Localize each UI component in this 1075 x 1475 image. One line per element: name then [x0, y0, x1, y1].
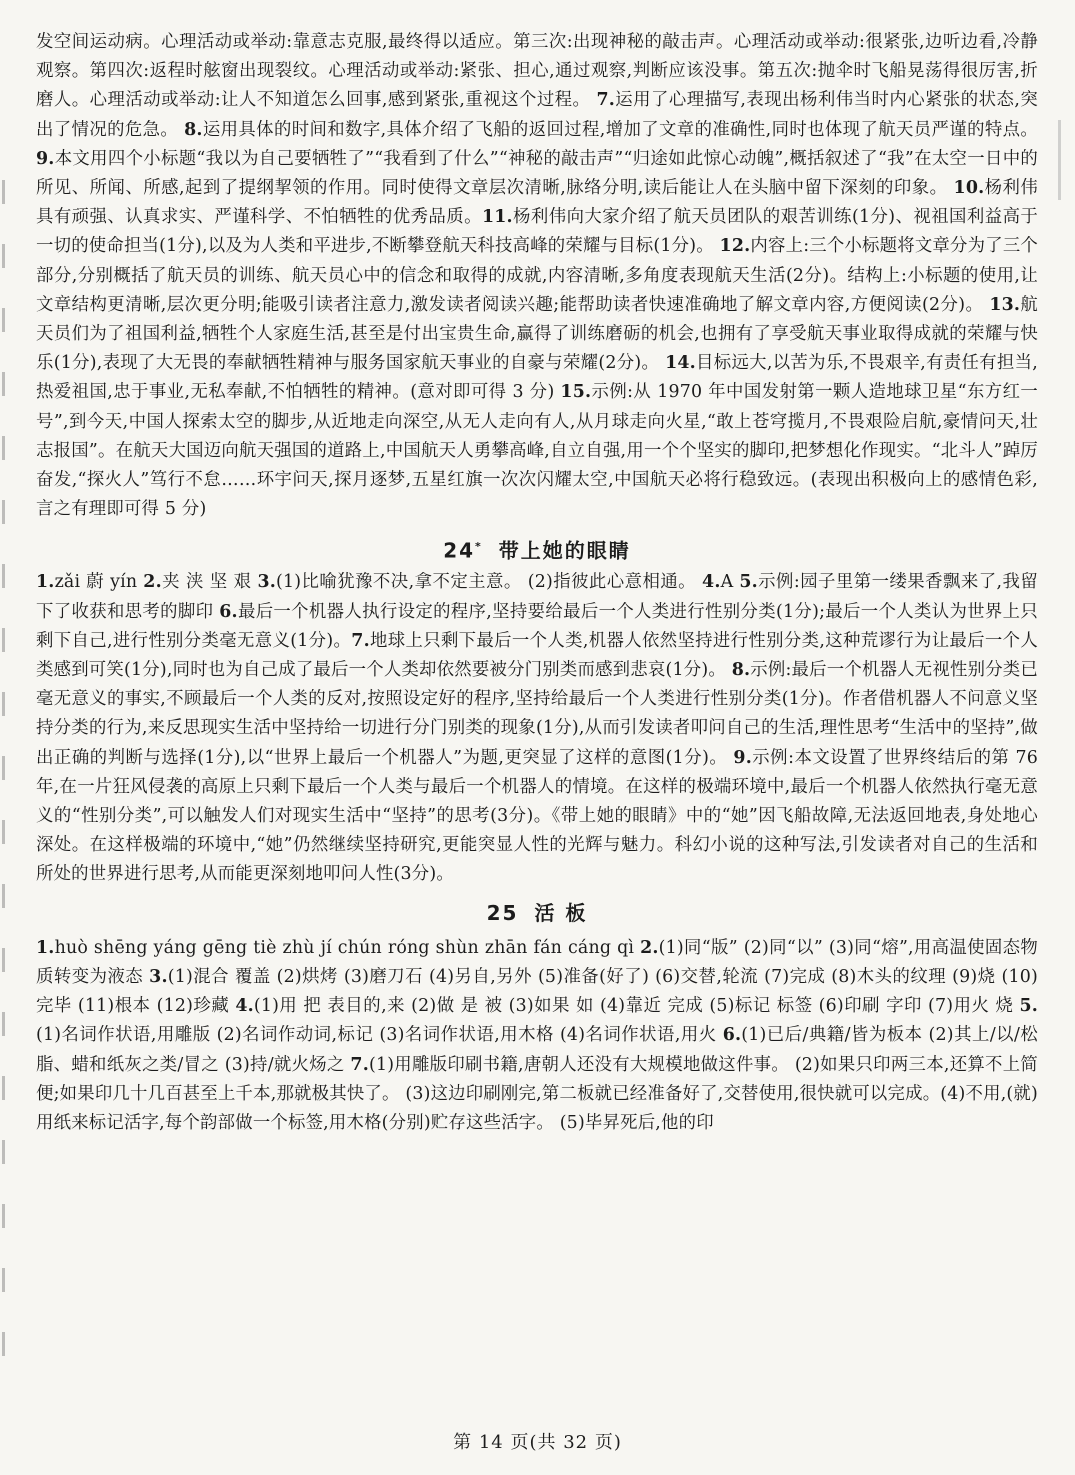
answer-block-24: [36, 568, 1038, 889]
answer-text: (1)同“版” (2)同“以” (3)同“熔”,用高温使固态物质转变为液态: [36, 937, 1039, 987]
answer-text: 示例:从 1970 年中国发射第一颗人造地球卫星“东方红一号”,到今天,中国人探索太空的脚步,从近地走向深空,从无人走向有人,从月球走向火星,“敢上苍穹揽月,不畏艰险启航,豪情问天,壮志报国”。在航天大国迈向航天强国的道路上,中国航天人勇攀高峰,自立自强,用一个个坚实的脚印,把梦想化作现实。“北斗人”踔厉奋发,“探火人”笃行不怠……环宇问天,探月逐梦,五星红旗一次次闪耀太空,中国航天必将行稳致远。(表现出积极向上的感情色彩,言之有理即可得 5 分): [36, 382, 1038, 520]
question-number: 13.: [989, 294, 1021, 315]
section-title: 活 板: [534, 900, 588, 925]
section-number: 24: [443, 539, 476, 564]
answer-block-25: [36, 934, 1038, 1138]
answer-text: A: [720, 572, 740, 593]
question-number: 6.: [722, 1025, 742, 1046]
question-number: 2.: [143, 572, 162, 593]
question-number: 12.: [719, 236, 751, 257]
binding-margin-bleed: [2, 180, 12, 1440]
answer-paragraph: [36, 934, 1038, 1138]
answer-text: 示例:最后一个机器人无视性别分类已毫无意义的事实,不顾最后一个人类的反对,按照设定好的程序,坚持给最后一个人类进行性别分类(1分)。作者借机器人不问意义坚持分类的行为,来反思现实生活中坚持给一切进行分门别类的现象(1分),从而引发读者叩问自己的生活,理性思考“生活中的坚持”,做出正确的判断与选择(1分),以“世界上最后一个机器人”为题,更突显了这样的意图(1分)。: [36, 660, 1038, 768]
question-number: 11.: [481, 207, 513, 228]
section-heading-25: [36, 894, 1038, 932]
question-number: 1.: [36, 937, 55, 958]
answer-text: 杨利伟具有顽强、认真求实、严谨科学、不怕牺牲的优秀品质。: [36, 178, 1039, 228]
answer-text: 目标远大,以苦为乐,不畏艰辛,有责任有担当,热爱祖国,忠于事业,无私奉献,不怕牺牲的精神。(意对即可得 3 分): [36, 353, 1039, 403]
answer-text: (1)用 把 表目的,来 (2)做 是 被 (3)如果 如 (4)靠近 完成 (5)标记 标签 (6)印刷 字印 (7)用火 烧: [253, 996, 1020, 1017]
question-number: 5.: [1019, 996, 1038, 1017]
answer-text: 内容上:三个小标题将文章分为了三个部分,分别概括了航天员的训练、航天员心中的信念和取得的成就,内容清晰,多角度表现航天生活(2分)。结构上:小标题的使用,让文章结构更清晰,层次更分明;能吸引读者注意力,激发读者阅读兴趣;能帮助读者快速准确地了解文章内容,方便阅读(2分)。: [36, 236, 1039, 315]
answer-text: (1)用雕版印刷书籍,唐朝人还没有大规模地做这件事。 (2)如果只印两三本,还算不上简便;如果印几十几百甚至上千本,那就极其快了。 (3)这边印刷刚完,第二板就已经准备好了,交替使用,很快就可以完成。(4)不用,(就)用纸来标记活字,每个韵部做一个标签,用木格(分别)贮存这些活字。 (5)毕昇死后,他的印: [36, 1054, 1038, 1133]
answer-text: 示例:园子里第一缕果香飘来了,我留下了收获和思考的脚印: [36, 572, 1038, 622]
answer-text: (1)比喻犹豫不决,拿不定主意。 (2)指彼此心意相通。: [276, 572, 703, 593]
answer-text: 发空间运动病。心理活动或举动:靠意志克服,最终得以适应。第三次:出现神秘的敲击声。心理活动或举动:很紧张,边听边看,冷静观察。第四次:返程时舷窗出现裂纹。心理活动或举动:紧张、担心,通过观察,判断应该没事。第五次:抛伞时飞船晃荡得很厉害,折磨人。心理活动或举动:让人不知道怎么回事,感到紧张,重视这个过程。: [36, 32, 1038, 111]
section-number: 25: [486, 900, 519, 925]
answer-text: 航天员们为了祖国利益,牺牲个人家庭生活,甚至是付出宝贵生命,赢得了训练磨砺的机会,也拥有了享受航天事业取得成就的荣耀与快乐(1分),表现了大无畏的奉献牺牲精神与服务国家航天事业的自豪与荣耀(2分)。: [36, 294, 1038, 374]
answer-text: 最后一个机器人执行设定的程序,坚持要给最后一个人类进行性别分类(1分);最后一个人类认为世界上只剩下自己,进行性别分类毫无意义(1分)。: [36, 601, 1038, 651]
answer-text: 运用了心理描写,表现出杨利伟当时内心紧张的状态,突出了情况的危急。: [36, 90, 1039, 140]
question-number: 3.: [149, 966, 168, 987]
question-number: 7.: [596, 90, 615, 111]
question-number: 2.: [640, 937, 659, 958]
question-number: 3.: [257, 572, 277, 593]
question-number: 7.: [351, 630, 370, 651]
answer-text: 本文用四个小标题“我以为自己要牺牲了”“我看到了什么”“神秘的敲击声”“归途如此惊心动魄”,概括叙述了“我”在太空一日中的所见、所闻、所感,起到了提纲挈领的作用。同时使得文章层次清晰,脉络分明,读后能让人在头脑中留下深刻的印象。: [36, 148, 1038, 199]
answer-text: 运用具体的时间和数字,具体介绍了飞船的返回过程,增加了文章的准确性,同时也体现了航天员严谨的特点。: [202, 119, 1038, 140]
answer-paragraph: [36, 568, 1038, 889]
question-number: 4.: [235, 996, 254, 1017]
answer-text: 夹 浃 坚 艰: [161, 572, 258, 593]
answer-text: 示例:本文设置了世界终结后的第 76 年,在一片狂风侵袭的高原上只剩下最后一个人类与最后一个机器人的情境。在这样的极端环境中,最后一个机器人依然执行毫无意义的“性别分类”,可以触发人们对现实生活中“坚持”的思考(3分)。《带上她的眼睛》中的“她”因飞船故障,无法返回地表,身处地心深处。在这样极端的环境中,“她”仍然继续坚持研究,更能突显人性的光辉与魅力。科幻小说的这种写法,引发读者对自己的生活和所处的世界进行思考,从而能更深刻地叩问人性(3分)。: [36, 747, 1038, 885]
answer-text: (1)名词作状语,用雕版 (2)名词作动词,标记 (3)名词作状语,用木格 (4)名词作状语,用火: [36, 1025, 723, 1046]
page-footer: 第 14 页(共 32 页): [453, 1432, 622, 1453]
question-number: 10.: [953, 178, 985, 199]
question-number: 4.: [702, 572, 721, 593]
answer-text: 地球上只剩下最后一个人类,机器人依然坚持进行性别分类,这种荒谬行为让最后一个人类感到可笑(1分),同时也为自己成了最后一个人类却依然要被分门别类而感到悲哀(1分)。: [36, 630, 1038, 681]
section-title: 带上她的眼睛: [498, 539, 631, 564]
question-number: 8.: [731, 660, 751, 681]
scan-mark: [1058, 120, 1061, 200]
question-number: 14.: [665, 353, 696, 374]
section-heading-24: [36, 528, 1038, 566]
question-number: 7.: [350, 1054, 369, 1075]
answer-text: zǎi 蔚 yín: [54, 572, 144, 593]
answer-text: (1)已后/典籍/皆为板本 (2)其上/以/松脂、蜡和纸灰之类/冒之 (3)持/就火炀之: [36, 1025, 1038, 1075]
answer-block-previous: [36, 28, 1038, 524]
question-number: 5.: [739, 572, 758, 593]
section-star: *: [475, 540, 483, 554]
question-number: 8.: [184, 119, 203, 140]
question-number: 15.: [560, 382, 592, 403]
answer-page: [36, 28, 1038, 1138]
question-number: 6.: [219, 601, 238, 622]
question-number: 1.: [36, 572, 55, 593]
question-number: 9.: [36, 148, 55, 169]
answer-paragraph: [36, 28, 1038, 524]
answer-text: (1)混合 覆盖 (2)烘烤 (3)磨刀石 (4)另自,另外 (5)准备(好了) (6)交替,轮流 (7)完成 (8)木头的纹理 (9)烧 (10)完毕 (11)根本 (12)珍藏: [36, 966, 1038, 1017]
answer-text: huò shēng yáng gēng tiè zhù jí chún róng shùn zhān fán cáng qì: [54, 937, 641, 958]
question-number: 9.: [733, 747, 752, 768]
answer-text: 杨利伟向大家介绍了航天员团队的艰苦训练(1分)、视祖国利益高于一切的使命担当(1分),以及为人类和平进步,不断攀登航天科技高峰的荣耀与目标(1分)。: [36, 207, 1038, 257]
